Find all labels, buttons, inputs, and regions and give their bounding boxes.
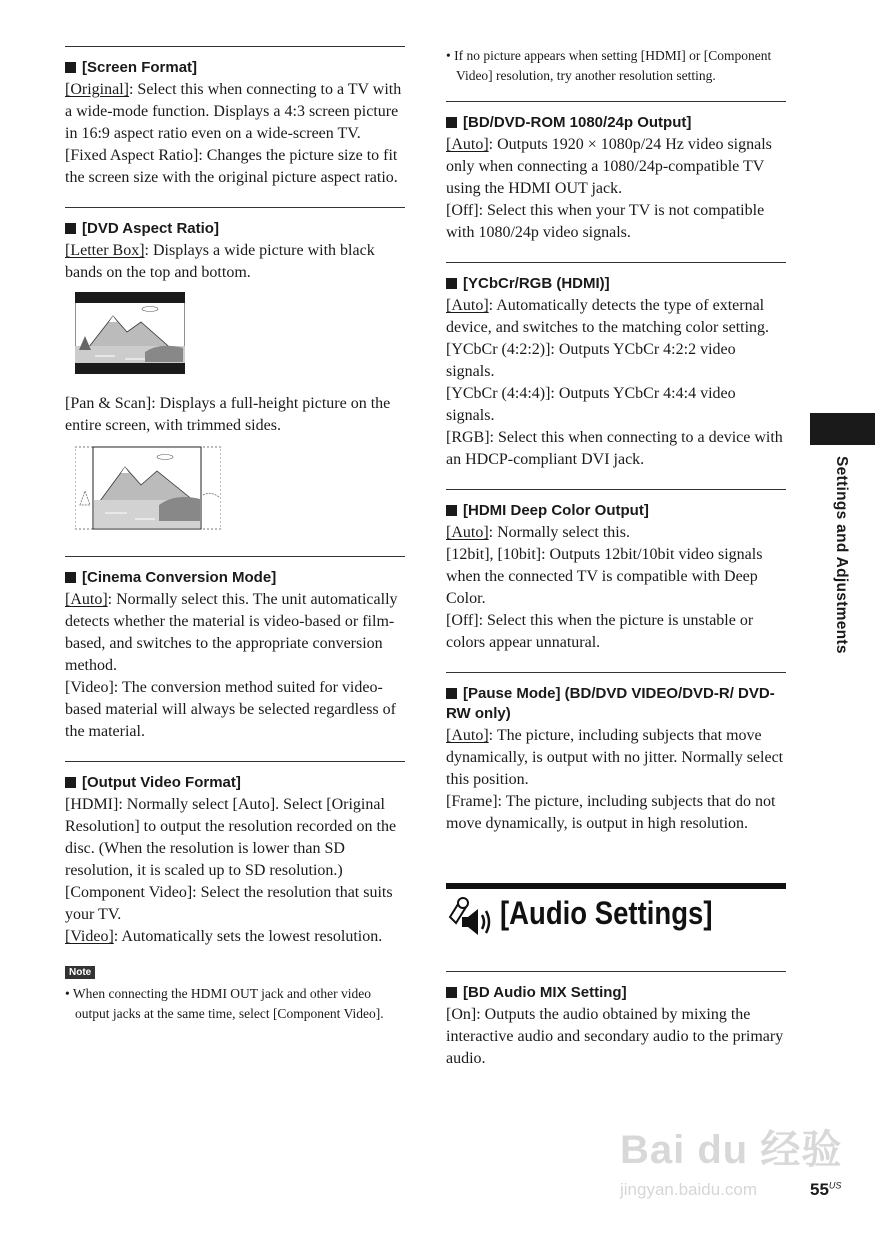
bd-1080-section — [446, 101, 786, 244]
cinema-conversion-title: [Cinema Conversion Mode] — [65, 568, 405, 588]
ycbcr-444: [YCbCr (4:4:4)]: Outputs YCbCr 4:4:4 video signals. — [446, 385, 736, 424]
bd-audio-mix-title: [BD Audio MIX Setting] — [446, 983, 786, 1003]
screen-format-fixed: [Fixed Aspect Ratio]: Changes the picture size to fit the screen size with the original picture aspect ratio. — [65, 147, 398, 186]
note-label: Note — [65, 966, 95, 979]
pause-mode-section — [446, 672, 786, 835]
audio-settings-title: [Audio Settings] — [500, 895, 713, 931]
dvd-aspect-letterbox: [Letter Box]: Displays a wide picture with black bands on the top and bottom. — [65, 242, 375, 281]
screen-format-original: [Original]: Select this when connecting to a TV with a wide-mode function. Displays a 4:3 screen picture in 16:9 aspect ratio even on a wide-screen TV. — [65, 81, 402, 142]
bd-audio-mix-section — [446, 971, 786, 1070]
watermark-url: jingyan.baidu.com — [620, 1180, 758, 1199]
top-note: • If no picture appears when setting [HDMI] or [Component Video] resolution, try another resolution setting. — [446, 48, 772, 83]
dvd-aspect-section — [65, 207, 405, 536]
deep-color-title: [HDMI Deep Color Output] — [446, 501, 786, 521]
screen-format-section — [65, 46, 405, 189]
output-video-section — [65, 761, 405, 1024]
deep-color-auto: [Auto]: Normally select this. — [446, 524, 630, 541]
side-tab-marker — [810, 413, 875, 445]
dvd-aspect-panscan: [Pan & Scan]: Displays a full-height picture on the entire screen, with trimmed sides. — [65, 395, 391, 434]
output-video-title: [Output Video Format] — [65, 773, 405, 793]
pause-mode-auto: [Auto]: The picture, including subjects that move dynamically, is output with no jitter. Normally select this position. — [446, 727, 784, 788]
deep-color-section — [446, 489, 786, 654]
bd-1080-auto: [Auto]: Outputs 1920 × 1080p/24 Hz video signals only when connecting a 1080/24p-compatible TV using the HDMI OUT jack. — [446, 136, 772, 197]
bd-1080-title: [BD/DVD-ROM 1080/24p Output] — [446, 113, 786, 133]
deep-color-off: [Off]: Select this when the picture is unstable or colors appear unnatural. — [446, 612, 754, 651]
speaker-wrench-icon — [446, 897, 494, 942]
ycbcr-422: [YCbCr (4:2:2)]: Outputs YCbCr 4:2:2 video signals. — [446, 341, 736, 380]
pause-mode-title: [Pause Mode] (BD/DVD VIDEO/DVD-R/ DVD-RW only) — [446, 685, 775, 722]
cinema-conversion-auto: [Auto]: Normally select this. The unit automatically detects whether the material is video-based or film-based, and switches to the appropriate conversion method. — [65, 591, 398, 674]
dvd-aspect-title: [DVD Aspect Ratio] — [65, 219, 405, 239]
ycbcr-rgb: [RGB]: Select this when connecting to a device with an HDCP-compliant DVI jack. — [446, 429, 783, 468]
audio-settings-heading — [446, 883, 786, 953]
panscan-illustration — [75, 445, 405, 536]
side-tab-label: Settings and Adjustments — [833, 456, 850, 654]
deep-color-bits: [12bit], [10bit]: Outputs 12bit/10bit video signals when the connected TV is compatible with Deep Color. — [446, 546, 763, 607]
note-text: • When connecting the HDMI OUT jack and other video output jacks at the same time, select [Component Video]. — [65, 986, 384, 1021]
output-video-component: [Component Video]: Select the resolution that suits your TV. — [65, 884, 393, 923]
page-number: $55^{US}$ — [810, 1180, 842, 1199]
cinema-conversion-video: [Video]: The conversion method suited for video-based material will always be selected regardless of the material. — [65, 679, 396, 740]
pause-mode-frame: [Frame]: The picture, including subjects that do not move dynamically, is output in high resolution. — [446, 793, 776, 832]
screen-format-title: [Screen Format] — [65, 58, 405, 78]
bd-1080-off: [Off]: Select this when your TV is not compatible with 1080/24p video signals. — [446, 202, 765, 241]
cinema-conversion-section — [65, 556, 405, 743]
output-video-hdmi: [HDMI]: Normally select [Auto]. Select [Original Resolution] to output the resolution recorded on the disc. (When the resolution is lower than SD resolution, it is scaled up to SD resolution.) — [65, 796, 397, 879]
ycbcr-auto: [Auto]: Automatically detects the type of external device, and switches to the matching color setting. — [446, 297, 770, 336]
letterbox-illustration — [75, 292, 405, 379]
bd-audio-mix-on: [On]: Outputs the audio obtained by mixing the interactive audio and secondary audio to the primary audio. — [446, 1006, 784, 1067]
ycbcr-title: [YCbCr/RGB (HDMI)] — [446, 274, 786, 294]
ycbcr-section — [446, 262, 786, 471]
left-column — [65, 46, 405, 1038]
output-video-video: [Video]: Automatically sets the lowest resolution. — [65, 928, 383, 945]
watermark-logo: Bai du 经验 — [620, 1128, 843, 1172]
right-column — [446, 46, 786, 1084]
